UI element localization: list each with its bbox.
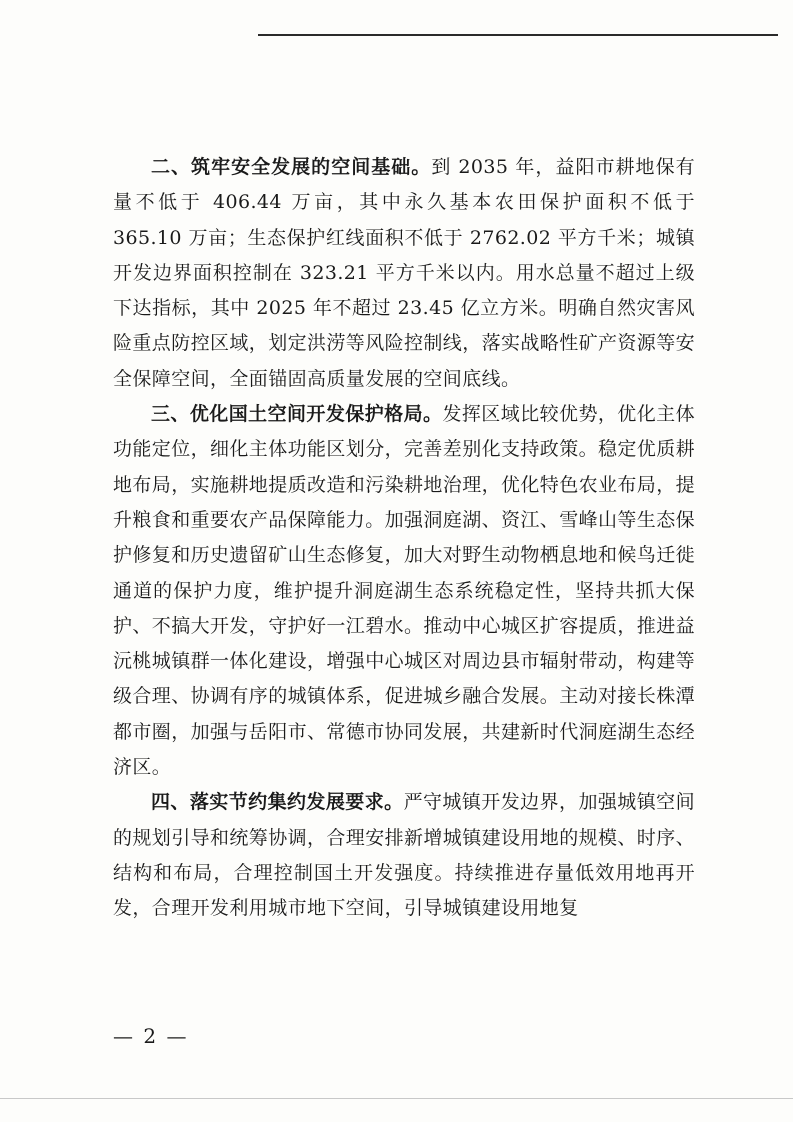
paragraph-spatial-foundation	[113, 150, 695, 397]
document-body	[113, 150, 695, 927]
page-number: — 2 —	[113, 1024, 189, 1048]
footer-edge	[0, 1098, 793, 1099]
paragraph-territorial-pattern	[113, 397, 695, 785]
paragraph-heading: 三、优化国土空间开发保护格局。	[151, 403, 443, 426]
paragraph-text: 严守城镇开发边界，加强城镇空间的规划引导和统筹协调，合理安排新增城镇建设用地的规模、时序、结构和布局，合理控制国土开发强度。持续推进存量低效用地再开发，合理开发利用城市地下空间，引导城镇建设用地复	[113, 791, 696, 920]
paragraph-intensive-development	[113, 785, 695, 926]
paragraph-heading: 四、落实节约集约发展要求。	[151, 791, 404, 814]
paragraph-text: 到 2035 年，益阳市耕地保有量不低于 406.44 万亩，其中永久基本农田保护面积不低于 365.10 万亩；生态保护红线面积不低于 2762.02 平方千米；城镇开发边界面积控制在 323.21 平方千米以内。用水总量不超过上级下达指标，其中 2025 年不超过 23.45 亿立方米。明确自然灾害风险重点防控区域，划定洪涝等风险控制线，落实战略性矿产资源等安全保障空间，全面锚固高质量发展的空间底线。	[113, 156, 696, 390]
paragraph-heading: 二、筑牢安全发展的空间基础。	[151, 156, 432, 178]
header-rule	[258, 34, 778, 36]
paragraph-text: 发挥区域比较优势，优化主体功能定位，细化主体功能区划分，完善差别化支持政策。稳定优质耕地布局，实施耕地提质改造和污染耕地治理，优化特色农业布局，提升粮食和重要农产品保障能力。加强洞庭湖、资江、雪峰山等生态保护修复和历史遗留矿山生态修复，加大对野生动物栖息地和候鸟迁徙通道的保护力度，维护提升洞庭湖生态系统稳定性，坚持共抓大保护、不搞大开发，守护好一江碧水。推动中心城区扩容提质，推进益沅桃城镇群一体化建设，增强中心城区对周边县市辐射带动，构建等级合理、协调有序的城镇体系，促进城乡融合发展。主动对接长株潭都市圈，加强与岳阳市、常德市协同发展，共建新时代洞庭湖生态经济区。	[113, 403, 696, 779]
